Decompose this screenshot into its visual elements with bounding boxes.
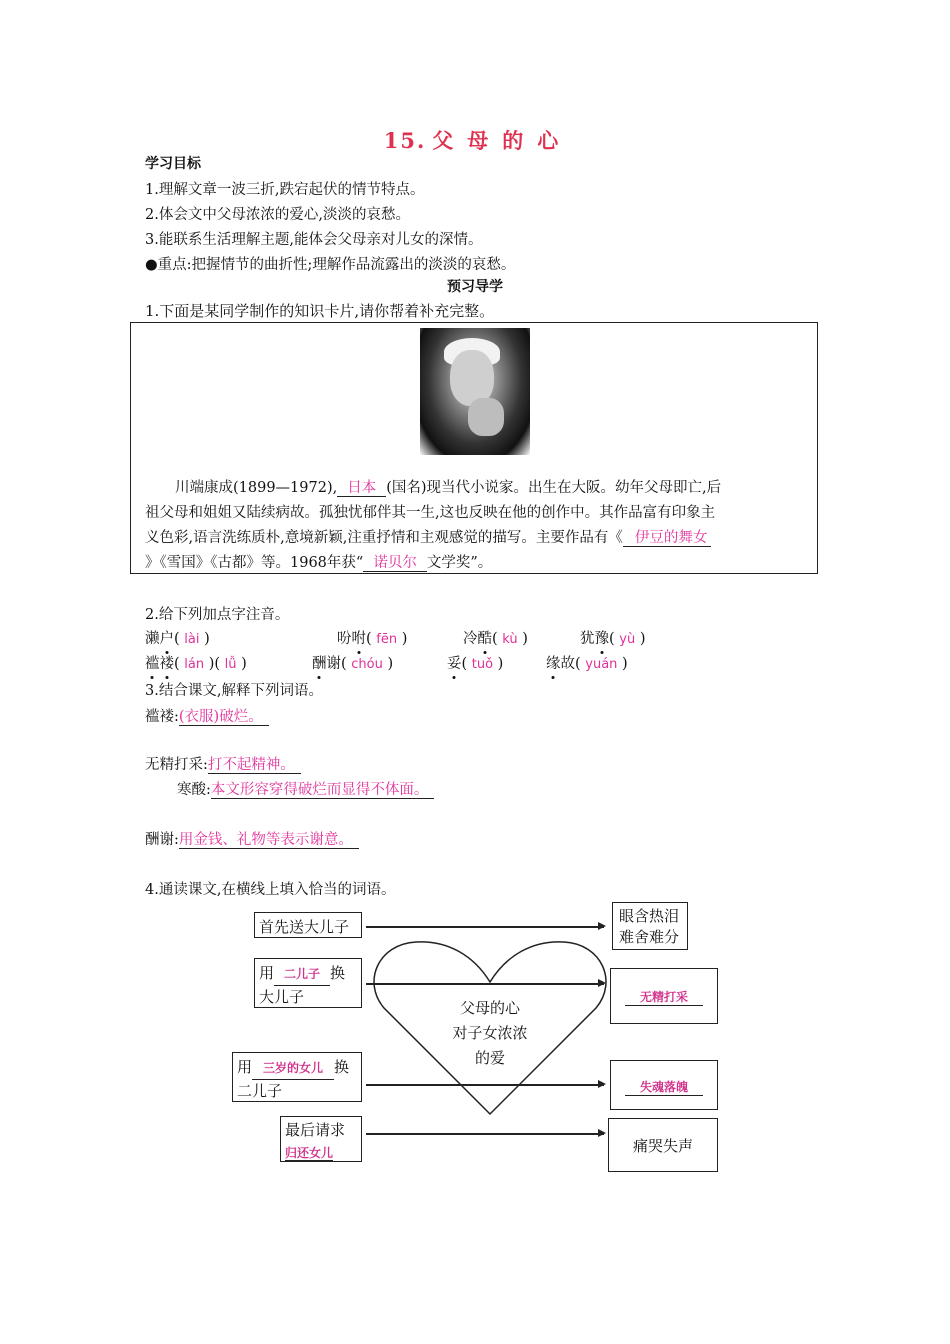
card-line-3: 义色彩,语言洗练质朴,意境新颖,注重抒情和主观感觉的描写。主要作品有《 伊豆的舞女 [145, 526, 813, 551]
author-portrait [420, 328, 530, 455]
pinyin-item: 缘故( yuán ) [546, 652, 628, 673]
pinyin-item: 濑户( lài ) [145, 627, 210, 648]
question-3: 3.结合课文,解释下列词语。 [145, 683, 323, 699]
pinyin-item: 褴褛( lán )( lǚ ) [145, 652, 247, 673]
card-line-2: 祖父母和姐姐又陆续病故。孤独忧郁伴其一生,这也反映在他的创作中。其作品富有印象主 [145, 505, 716, 521]
definition: 酬谢:用金钱、礼物等表示谢意。 [145, 828, 359, 849]
result-box-2: 无精打采 [610, 968, 718, 1024]
blank-work: 伊豆的舞女 [623, 530, 712, 547]
goal-item: 2.体会文中父母浓浓的爱心,淡淡的哀愁。 [145, 207, 410, 223]
pinyin-item: 吩咐( fēn ) [337, 627, 407, 648]
pinyin-item: 犹豫( yù ) [580, 627, 646, 648]
definition: 褴褛:(衣服)破烂。 [145, 705, 269, 726]
result-box-4: 痛哭失声 [608, 1118, 718, 1172]
result-box-3: 失魂落魄 [610, 1060, 718, 1110]
pinyin-item: 冷酷( kù ) [463, 627, 528, 648]
arrow [366, 1133, 604, 1135]
goal-item: 3.能联系生活理解主题,能体会父母亲对儿女的深情。 [145, 232, 483, 248]
definition: 无精打采:打不起精神。 [145, 753, 301, 774]
goal-item: 1.理解文章一波三折,跌宕起伏的情节特点。 [145, 182, 425, 198]
arrow [366, 1084, 604, 1086]
heart-text: 父母的心 对子女浓浓 的爱 [452, 999, 528, 1067]
pinyin-item: 妥( tuǒ ) [447, 652, 503, 673]
goals-heading: 学习目标 [145, 156, 201, 172]
question-2: 2.给下列加点字注音。 [145, 607, 290, 623]
card-line-1: 川端康成(1899—1972), 日本 (国名)现当代小说家。出生在大阪。幼年父母即亡,后 [175, 480, 722, 496]
pinyin-item: 酬谢( chóu ) [312, 652, 393, 673]
question-4: 4.通读课文,在横线上填入恰当的词语。 [145, 882, 396, 898]
step-box-1: 首先送大儿子 [254, 912, 362, 938]
key-point: ●重点:把握情节的曲折性;理解作品流露出的淡淡的哀愁。 [145, 257, 516, 273]
page-title: 15. 父 母 的 心 [383, 128, 561, 153]
blank-prize: 诺贝尔 [363, 555, 427, 572]
arrow [366, 926, 604, 928]
definition: 寒酸:本文形容穿得破烂而显得不体面。 [177, 778, 434, 799]
step-box-3: 用 三岁的女儿 换 二儿子 [232, 1052, 362, 1102]
blank-country: 日本 [337, 480, 386, 497]
card-line-4: 》《雪国》《古都》等。1968年获“ 诺贝尔 文学奖”。 [145, 555, 493, 571]
step-box-2: 用 二儿子 换 大儿子 [254, 958, 362, 1008]
preview-heading: 预习导学 [447, 279, 503, 295]
result-box-1: 眼含热泪 难舍难分 [612, 902, 688, 950]
arrow [366, 983, 604, 985]
question-1: 1.下面是某同学制作的知识卡片,请你帮着补充完整。 [145, 302, 495, 320]
step-box-4: 最后请求 归还女儿 [280, 1116, 362, 1162]
